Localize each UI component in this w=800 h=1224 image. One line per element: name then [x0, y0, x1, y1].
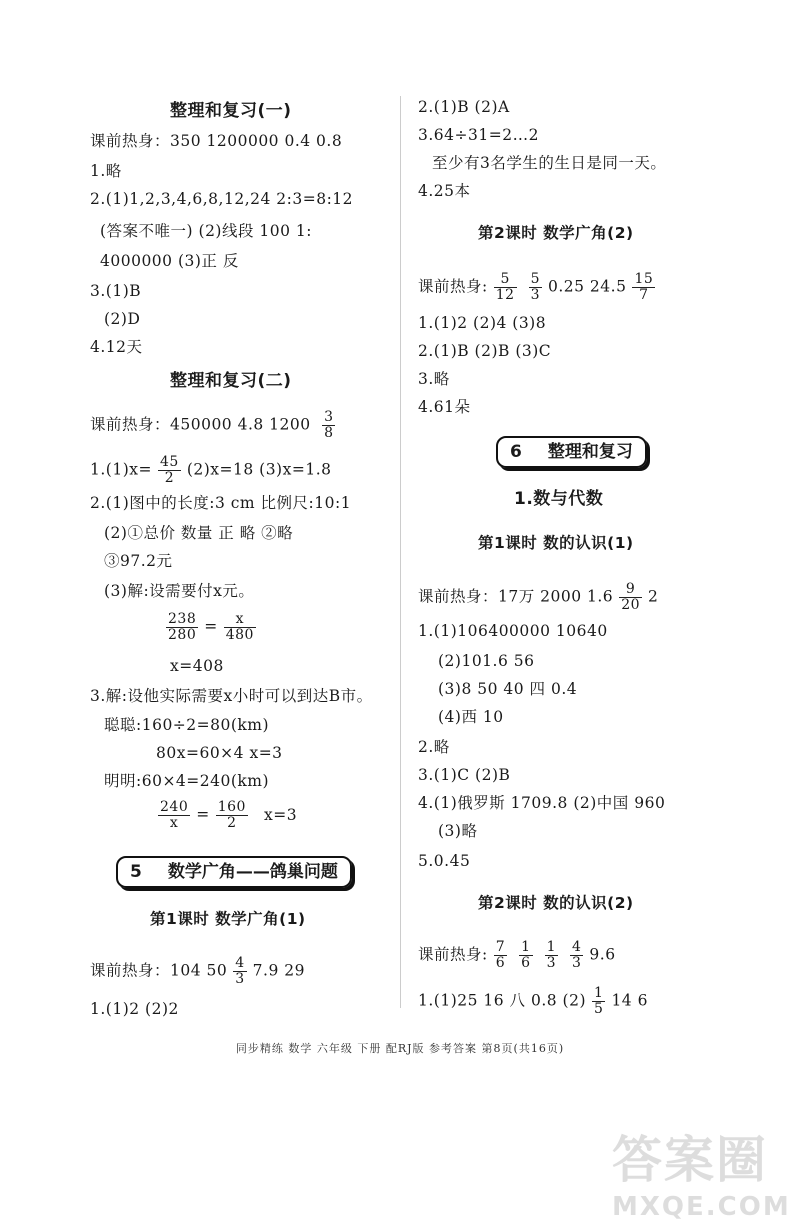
warmup-line: 课前热身: $\frac{7}{6}$ $\frac{1}{6}$ $\frac{1}{3}$ $\frac{4}{3}$ 9.6 [418, 939, 616, 971]
lesson-title: 第2课时 数学广角(2) [478, 224, 634, 242]
subsection-title: 1.数与代数 [514, 489, 604, 509]
answer-line: (3)略 [438, 822, 478, 840]
unit-5-banner [116, 856, 352, 888]
unit-number: 6 [510, 442, 522, 462]
watermark-text: 答案圈 [612, 1131, 768, 1189]
answer-line: 明明:60×4=240(km) [104, 772, 270, 790]
lesson-title: 第2课时 数的认识(2) [478, 894, 634, 912]
answer-line: (2)①总价 数量 正 略 ②略 [104, 524, 294, 542]
answer-line: 3.解:设他实际需要x小时可以到达B市。 [90, 687, 373, 705]
answer-line: (2)101.6 56 [438, 652, 535, 670]
answer-line: 1.(1)2 (2)2 [90, 1000, 179, 1018]
section-title-review-1: 整理和复习(一) [170, 101, 292, 121]
section-title-review-2: 整理和复习(二) [170, 371, 292, 391]
unit-number: 5 [130, 862, 142, 882]
answer-line: 4.25本 [418, 182, 471, 200]
lesson-title: 第1课时 数学广角(1) [150, 910, 306, 928]
warmup-line: 课前热身：350 1200000 0.4 0.8 [90, 132, 343, 150]
answer-line: 1.(1)106400000 10640 [418, 622, 608, 640]
answer-line: 1.(1)2 (2)4 (3)8 [418, 314, 547, 332]
answer-line: 至少有3名学生的生日是同一天。 [432, 154, 667, 172]
answer-line: 2.略 [418, 738, 450, 756]
answer-line: (2)D [104, 310, 141, 328]
answer-line: 2.(1)1,2,3,4,6,8,12,24 2:3=8:12 [90, 190, 354, 208]
answer-line: 1.略 [90, 162, 122, 180]
equation-line: $\frac{240}{x}$ = $\frac{160}{2}$ x=3 [160, 799, 298, 831]
answer-line: 聪聪:160÷2=80(km) [104, 716, 270, 734]
answer-line: 4.12天 [90, 338, 143, 356]
answer-line: 4000000 (3)正 反 [100, 252, 239, 270]
answer-line: 1.(1)25 16 八 0.8 (2) $\frac{1}{5}$ 14 6 [418, 985, 648, 1017]
answer-line: 2.(1)B (2)A [418, 98, 510, 116]
lesson-title: 第1课时 数的认识(1) [478, 534, 634, 552]
page-footer: 同步精练 数学 六年级 下册 配RJ版 参考答案 第8页(共16页) [235, 1042, 565, 1055]
answer-line: ③97.2元 [104, 552, 173, 570]
warmup-line: 课前热身: $\frac{5}{12}$ $\frac{5}{3}$ 0.25 24.5 $\frac{15}{7}$ [418, 271, 654, 303]
warmup-line: 课前热身：17万 2000 1.6 $\frac{9}{20}$ 2 [418, 581, 659, 613]
answer-line: x=408 [170, 657, 224, 675]
answer-line: (答案不唯一) (2)线段 100 1: [100, 222, 313, 240]
fraction: $\frac{3}{8}$ [324, 409, 334, 441]
warmup-line [90, 410, 341, 441]
answer-line: (4)西 10 [438, 708, 504, 726]
fraction: $\frac{45}{2}$ [159, 454, 179, 486]
answer-line: 2.(1)B (2)B (3)C [418, 342, 552, 360]
warmup-line: 课前热身：104 50 $\frac{4}{3}$ 7.9 29 [90, 955, 305, 987]
watermark-url: MXQE.COM [612, 1192, 791, 1222]
answer-line: 5.0.45 [418, 852, 471, 870]
unit-6-banner [496, 436, 647, 468]
answer-line: 3.64÷31=2…2 [418, 126, 539, 144]
warmup-text: 课前热身：450000 4.8 1200 [90, 415, 311, 434]
unit-title: 整理和复习 [547, 442, 633, 462]
answer-line: 1.(1)x= $\frac{45}{2}$ (2)x=18 (3)x=1.8 [90, 454, 332, 486]
column-divider [400, 96, 401, 1008]
answer-line: 3.略 [418, 370, 450, 388]
answer-line: 3.(1)C (2)B [418, 766, 511, 784]
answer-line: 2.(1)图中的长度:3 cm 比例尺:10:1 [90, 494, 352, 512]
answer-line: 4.(1)俄罗斯 1709.8 (2)中国 960 [418, 794, 666, 812]
answer-line: (3)8 50 40 四 0.4 [438, 680, 578, 698]
answer-line: 4.61朵 [418, 398, 471, 416]
watermark-logo [612, 1120, 792, 1222]
answer-line: 80x=60×4 x=3 [156, 744, 283, 762]
unit-title: 数学广角——鸽巢问题 [167, 862, 338, 882]
answer-line: (3)解:设需要付x元。 [104, 582, 255, 600]
answer-line: 3.(1)B [90, 282, 142, 300]
equation-line: $\frac{238}{280}$ = $\frac{x}{480}$ [168, 611, 254, 643]
